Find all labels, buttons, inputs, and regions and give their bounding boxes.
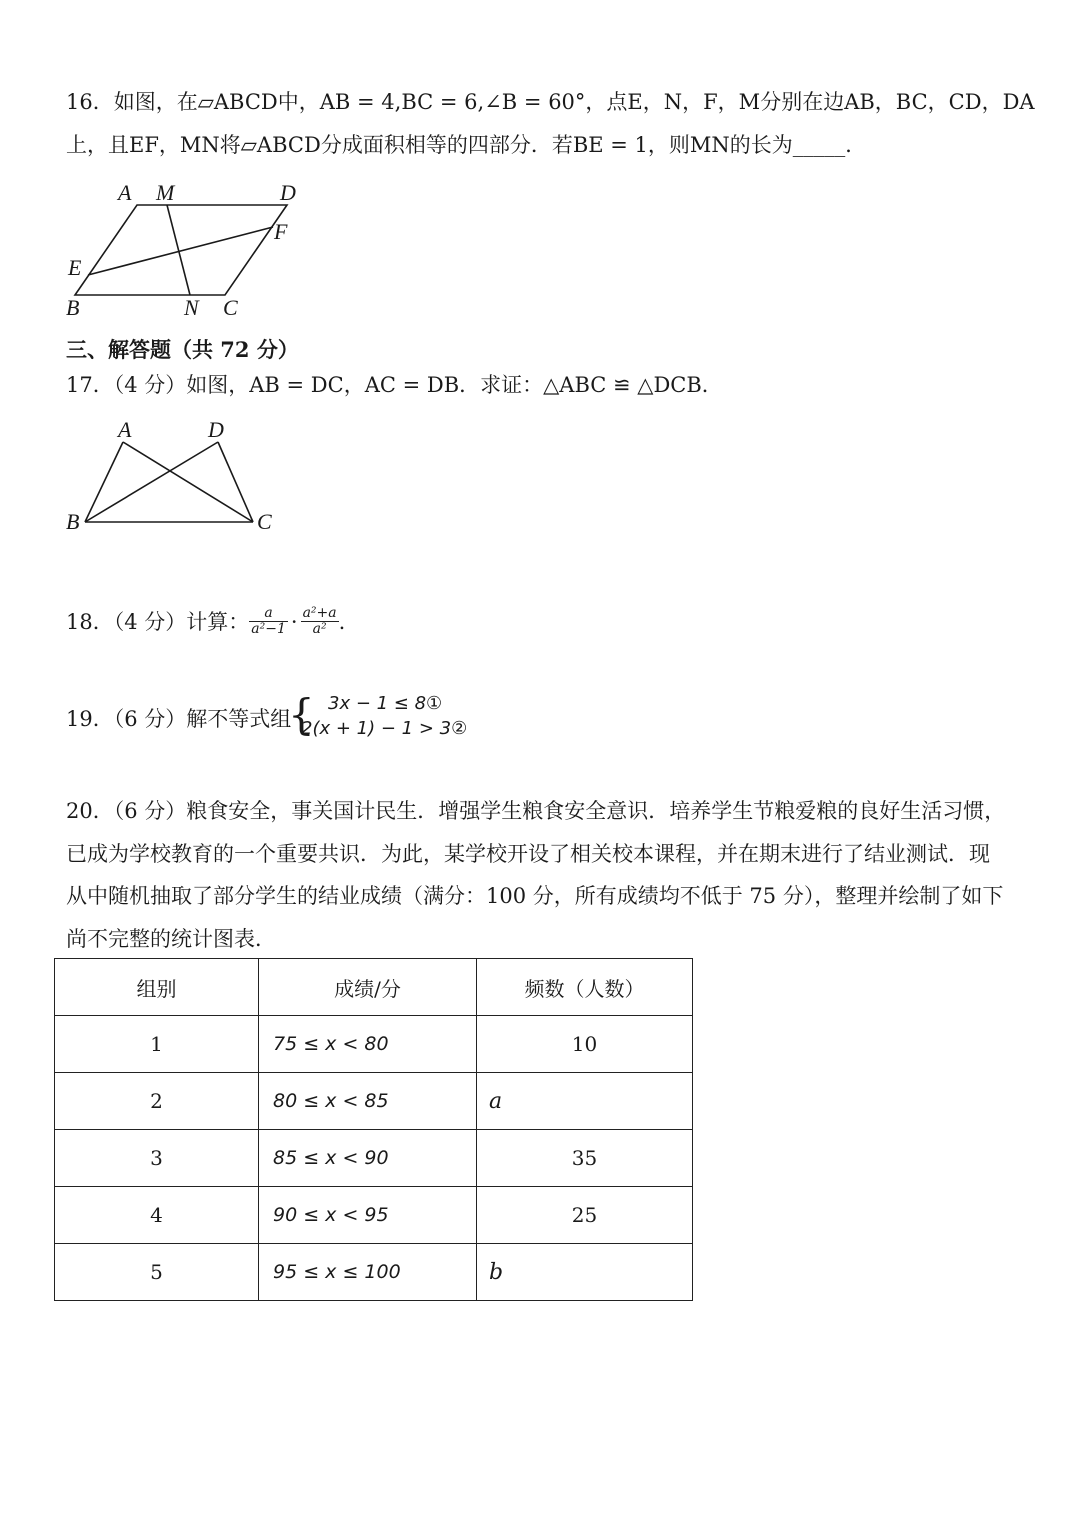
fraction-1-numerator: a (249, 606, 288, 622)
cell-frequency: 25 (477, 1187, 693, 1244)
q16-line2: 上，且EF，MN将▱ABCD分成面积相等的四部分．若BE = 1，则MN的长为_____． (66, 133, 867, 157)
q20-line1: 20．（6 分）粮食安全，事关国计民生．增强学生粮食安全意识．培养学生节粮爱粮的良好生活习惯， (66, 799, 1006, 823)
cell-frequency: 10 (477, 1016, 693, 1073)
cell-frequency: b (477, 1244, 693, 1301)
table-row (55, 1073, 693, 1130)
q18-suffix: . (338, 609, 346, 634)
fraction-2 (301, 606, 339, 637)
label-m: M (156, 180, 175, 205)
table-row (55, 1244, 693, 1301)
q20-line4: 尚不完整的统计图表． (66, 927, 276, 951)
label-b2: B (66, 509, 80, 534)
cell-range: 80 ≤ x < 85 (259, 1073, 477, 1130)
q18-prefix: 18．（4 分）计算： (66, 609, 250, 634)
left-brace: { (288, 690, 315, 739)
label-c: C (223, 295, 238, 320)
header-frequency: 频数（人数） (477, 959, 693, 1016)
cell-frequency: 35 (477, 1130, 693, 1187)
section-heading: 三、解答题（共 72 分） (66, 337, 299, 362)
q17-text: 17．（4 分）如图，AB = DC，AC = DB．求证：△ABC ≌ △DCB． (66, 373, 723, 397)
header-score: 成绩/分 (259, 959, 477, 1016)
q20-line3: 从中随机抽取了部分学生的结业成绩（满分：100 分，所有成绩均不低于 75 分），整理并绘制了如下 (66, 884, 1004, 908)
q19-ineq1: 3x − 1 ≤ 8① (328, 693, 443, 714)
label-d2: D (208, 417, 224, 442)
cell-group: 5 (55, 1244, 259, 1301)
fraction-1-denominator: a²−1 (251, 621, 286, 637)
segment-dc (218, 442, 253, 522)
cell-group: 1 (55, 1016, 259, 1073)
cell-range: 90 ≤ x < 95 (259, 1187, 477, 1244)
fraction-2-denominator: a² (312, 621, 327, 637)
cell-group: 3 (55, 1130, 259, 1187)
label-a2: A (118, 417, 132, 442)
triangles-figure (60, 415, 290, 540)
cell-range: 75 ≤ x < 80 (259, 1016, 477, 1073)
segment-ac (123, 442, 253, 522)
q20-line2: 已成为学校教育的一个重要共识．为此，某学校开设了相关校本课程，并在期末进行了结业测试．现 (66, 842, 990, 866)
fraction-1 (249, 606, 288, 637)
q18-line (66, 606, 345, 637)
table-header-row (55, 959, 693, 1016)
segment-db (85, 442, 218, 522)
cell-group: 2 (55, 1073, 259, 1130)
header-group: 组别 (55, 959, 259, 1016)
segment-ef (88, 227, 273, 275)
label-a: A (118, 180, 132, 205)
table-row (55, 1016, 693, 1073)
parallelogram-abcd (75, 205, 287, 295)
cell-range: 95 ≤ x ≤ 100 (259, 1244, 477, 1301)
multiply-dot: · (290, 609, 298, 634)
cell-range: 85 ≤ x < 90 (259, 1130, 477, 1187)
q19-prefix: 19．（6 分）解不等式组 (66, 707, 292, 731)
label-d: D (280, 180, 296, 205)
fraction-2-numerator: a²+a (302, 605, 337, 621)
q16-line1: 16．如图，在▱ABCD中，AB = 4,BC = 6,∠B = 60°，点E，N，F，M分别在边AB，BC，CD，DA (66, 90, 1035, 114)
label-e: E (68, 255, 82, 280)
cell-group: 4 (55, 1187, 259, 1244)
frequency-table (54, 958, 693, 1301)
table-row (55, 1187, 693, 1244)
cell-frequency: a (477, 1073, 693, 1130)
label-f: F (274, 219, 288, 244)
label-b: B (66, 295, 80, 320)
q19-ineq2: 2(x + 1) − 1 > 3② (301, 718, 468, 739)
parallelogram-figure (60, 175, 320, 325)
label-c2: C (257, 509, 272, 534)
label-n: N (184, 295, 199, 320)
table-row (55, 1130, 693, 1187)
